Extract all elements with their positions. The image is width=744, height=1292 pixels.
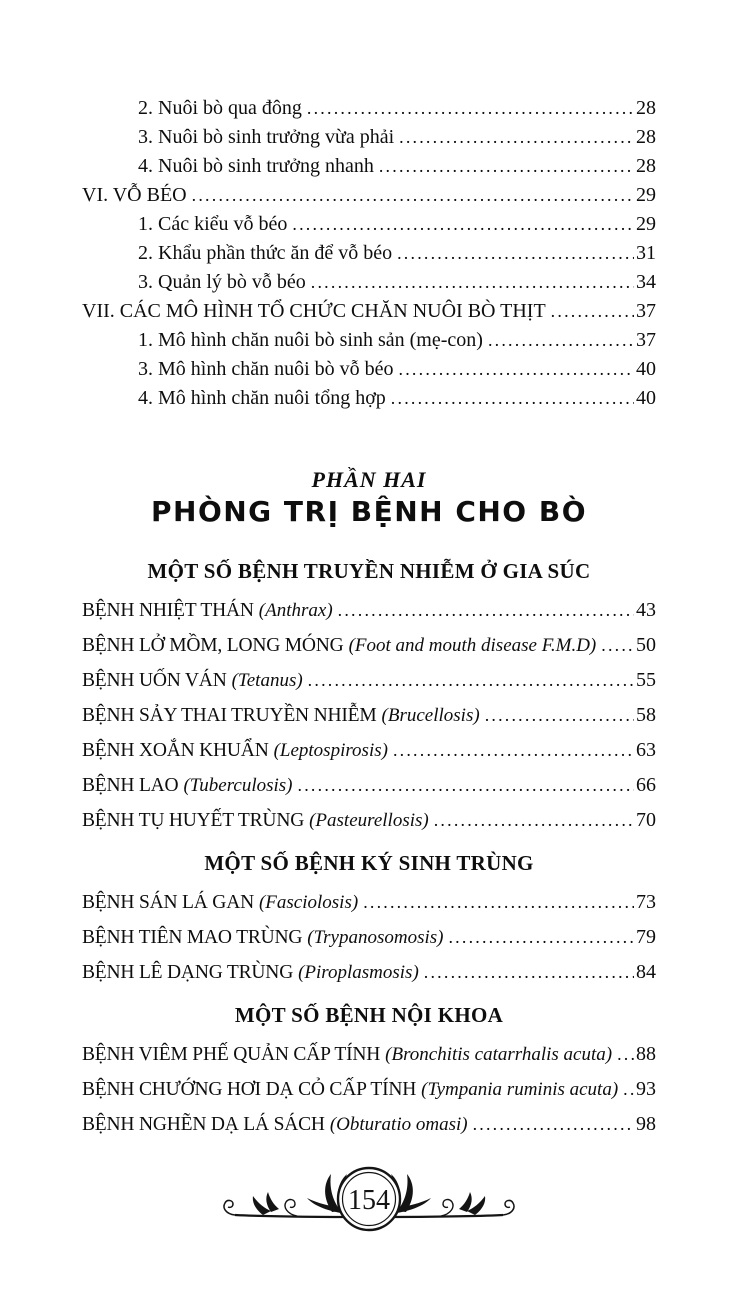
toc-entry [82,239,656,268]
toc-entry-page: 40 [636,358,656,380]
toc-top-list [82,94,656,413]
dot-leader [601,628,634,663]
toc-entry-page: 84 [636,961,656,983]
page-ornament-icon [219,1154,519,1246]
toc-entry [82,123,656,152]
toc-entry-label: 3. Nuôi bò sinh trưởng vừa phải [138,126,395,148]
toc-entry-page: 88 [636,1043,656,1065]
disease-toc-entry [82,733,656,768]
footer-page-number: 154 [348,1185,390,1216]
dot-leader [307,94,634,123]
disease-latin-name: (Obturatio omasi) [329,1114,468,1135]
dot-leader [551,297,634,326]
toc-entry-page: 29 [636,213,656,235]
disease-toc-entry [82,955,656,990]
disease-latin-name: (Tetanus) [231,670,303,691]
disease-toc-entry [82,920,656,955]
disease-latin-name: (Brucellosis) [381,705,480,726]
dot-leader [391,384,634,413]
disease-name: BỆNH SẢY THAI TRUYỀN NHIỄM (Brucellosis) [82,705,480,726]
section-entry-list [82,1037,656,1142]
disease-latin-name: (Tuberculosis) [183,775,293,796]
disease-toc-entry [82,885,656,920]
disease-toc-entry [82,628,656,663]
toc-entry [82,210,656,239]
toc-entry [82,181,656,210]
toc-entry-label: 2. Nuôi bò qua đông [138,97,302,119]
dot-leader [424,955,634,990]
toc-entry [82,268,656,297]
toc-entry [82,355,656,384]
toc-section [82,1001,656,1142]
toc-entry-page: 40 [636,387,656,409]
dot-leader [473,1107,634,1142]
toc-entry-page: 50 [636,634,656,656]
disease-latin-name: (Trypanosomosis) [307,927,444,948]
toc-entry [82,384,656,413]
toc-entry [82,297,656,326]
toc-entry [82,94,656,123]
disease-name: BỆNH NGHẼN DẠ LÁ SÁCH (Obturatio omasi) [82,1114,468,1135]
disease-toc-entry [82,1037,656,1072]
disease-name: BỆNH LÊ DẠNG TRÙNG (Piroplasmosis) [82,962,419,983]
disease-name: BỆNH NHIỆT THÁN (Anthrax) [82,600,333,621]
dot-leader [399,355,634,384]
toc-entry-page: 31 [636,242,656,264]
dot-leader [292,210,634,239]
disease-latin-name: (Anthrax) [258,600,333,621]
toc-entry-label: VII. CÁC MÔ HÌNH TỔ CHỨC CHĂN NUÔI BÒ THỊT [82,300,546,322]
toc-entry-page: 98 [636,1113,656,1135]
disease-toc-entry [82,1072,656,1107]
toc-section [82,849,656,990]
toc-entry-page: 93 [636,1078,656,1100]
disease-name: BỆNH UỐN VÁN (Tetanus) [82,670,303,691]
toc-entry-page: 34 [636,271,656,293]
toc-entry-page: 28 [636,97,656,119]
disease-toc-entry [82,1107,656,1142]
toc-entry-label: 3. Mô hình chăn nuôi bò vỗ béo [138,358,394,380]
dot-leader [379,152,634,181]
toc-entry [82,326,656,355]
toc-entry-label: VI. VỖ BÉO [82,184,187,206]
section-entry-list [82,593,656,838]
disease-toc-entry [82,698,656,733]
toc-entry [82,152,656,181]
disease-name: BỆNH XOẮN KHUẨN (Leptospirosis) [82,740,388,761]
disease-toc-entry [82,663,656,698]
toc-entry-page: 28 [636,155,656,177]
dot-leader [399,123,634,152]
dot-leader [393,733,634,768]
footer-ornament [82,1154,656,1246]
sections [82,557,656,1142]
dot-leader [363,885,634,920]
page-content [82,94,656,1246]
toc-entry-page: 73 [636,891,656,913]
toc-entry-page: 37 [636,329,656,351]
dot-leader [623,1072,634,1107]
toc-entry-page: 43 [636,599,656,621]
disease-name: BỆNH TIÊN MAO TRÙNG (Trypanosomosis) [82,927,444,948]
disease-latin-name: (Bronchitis catarrhalis acuta) [385,1044,613,1065]
toc-entry-page: 29 [636,184,656,206]
part-title: PHÒNG TRỊ BỆNH CHO BÒ [150,495,587,528]
toc-entry-label: 4. Mô hình chăn nuôi tổng hợp [138,387,386,409]
dot-leader [488,326,634,355]
dot-leader [485,698,634,733]
section-entry-list [82,885,656,990]
toc-entry-label: 1. Mô hình chăn nuôi bò sinh sản (mẹ-con) [138,329,483,351]
disease-latin-name: (Tympania ruminis acuta) [421,1079,619,1100]
toc-entry-page: 79 [636,926,656,948]
disease-latin-name: (Fasciolosis) [258,892,359,913]
toc-entry-page: 55 [636,669,656,691]
toc-entry-page: 37 [636,300,656,322]
toc-entry-page: 70 [636,809,656,831]
disease-name: BỆNH CHƯỚNG HƠI DẠ CỎ CẤP TÍNH (Tympania ruminis acuta) [82,1079,619,1100]
disease-name: BỆNH SÁN LÁ GAN (Fasciolosis) [82,892,359,913]
toc-entry-page: 66 [636,774,656,796]
toc-entry-label: 3. Quản lý bò vỗ béo [138,271,306,293]
disease-name: BỆNH LAO (Tuberculosis) [82,775,293,796]
dot-leader [338,593,634,628]
section-heading: MỘT SỐ BỆNH NỘI KHOA [234,1003,504,1027]
section-heading: MỘT SỐ BỆNH TRUYỀN NHIỄM Ở GIA SÚC [147,559,591,583]
dot-leader [617,1037,634,1072]
dot-leader [311,268,634,297]
dot-leader [308,663,634,698]
toc-entry-page: 58 [636,704,656,726]
disease-name: BỆNH VIÊM PHẾ QUẢN CẤP TÍNH (Bronchitis catarrhalis acuta) [82,1044,613,1065]
toc-section [82,557,656,838]
disease-toc-entry [82,803,656,838]
disease-name: BỆNH LỞ MỒM, LONG MÓNG (Foot and mouth disease F.M.D) [82,635,597,656]
toc-entry-page: 63 [636,739,656,761]
disease-latin-name: (Pasteurellosis) [309,810,429,831]
part-kicker: PHẦN HAI [311,467,427,492]
dot-leader [434,803,634,838]
dot-leader [192,181,634,210]
toc-entry-label: 4. Nuôi bò sinh trưởng nhanh [138,155,374,177]
dot-leader [298,768,634,803]
disease-latin-name: (Leptospirosis) [273,740,388,761]
toc-entry-label: 1. Các kiểu vỗ béo [138,213,288,235]
disease-latin-name: (Piroplasmosis) [298,962,419,983]
dot-leader [397,239,634,268]
disease-name: BỆNH TỤ HUYẾT TRÙNG (Pasteurellosis) [82,810,429,831]
toc-entry-label: 2. Khẩu phần thức ăn để vỗ béo [138,242,393,264]
disease-toc-entry [82,768,656,803]
section-heading: MỘT SỐ BỆNH KÝ SINH TRÙNG [204,851,534,875]
dot-leader [448,920,634,955]
disease-toc-entry [82,593,656,628]
toc-entry-page: 28 [636,126,656,148]
disease-latin-name: (Foot and mouth disease F.M.D) [348,635,597,656]
